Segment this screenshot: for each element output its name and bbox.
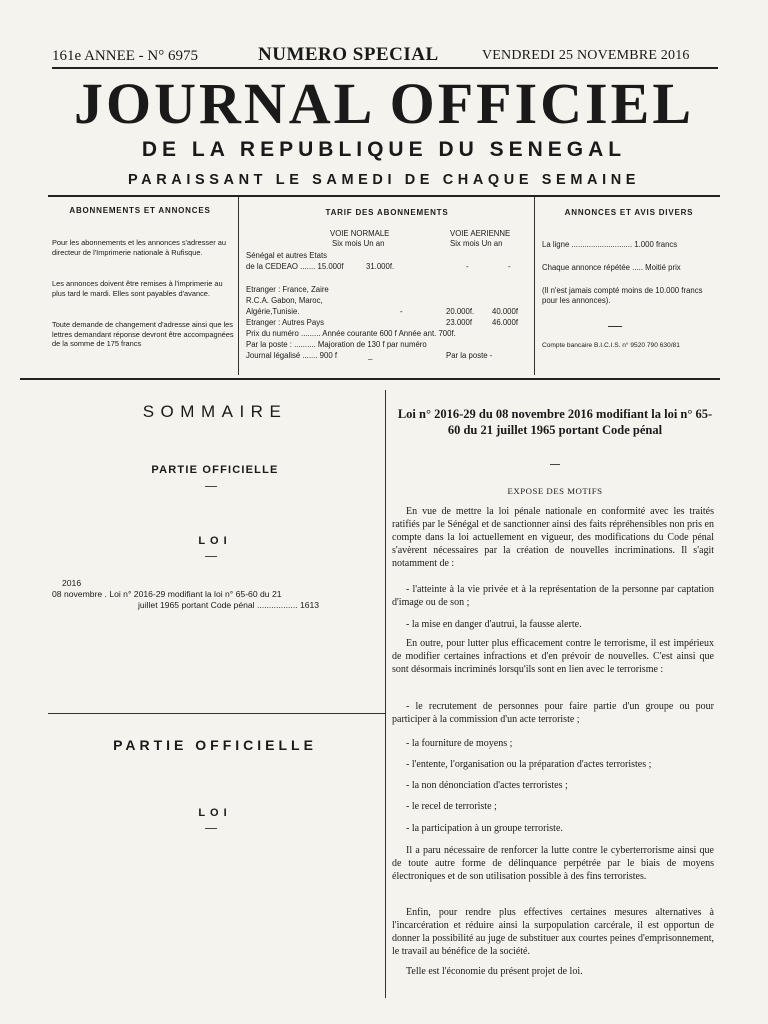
annonces-line-price: La ligne ............................ 1.000 francs: [542, 240, 678, 249]
info-box-divider-left: [238, 197, 239, 375]
tarif-voie-aerienne-periods: Six mois Un an: [450, 239, 503, 248]
tarif-row-etranger-normal: -: [400, 307, 403, 316]
partie-officielle-loi-dash: [205, 828, 217, 829]
tarif-row-prix-numero: Prix du numéro ......... Année courante 600 f Année ant. 700f.: [246, 329, 456, 338]
abonnements-heading: ABONNEMENTS ET ANNONCES: [69, 206, 211, 215]
article-paragraph: - l'atteinte à la vie privée et à la représentation de la personne par captation d'image ou de son ;: [392, 584, 714, 608]
sommaire-entry-line[interactable]: 08 novembre . Loi n° 2016-29 modifiant la loi n° 65-60 du 21: [52, 589, 282, 599]
header-rule: [52, 67, 718, 69]
article-paragraph: Il a paru nécessaire de renforcer la lutte contre le cyberterrorisme ainsi que de toute autre forme de délinquance perpétrée par le biais de moyens électroniques et de son utilisation possible à des fins terroristes.: [392, 845, 714, 882]
law-title: Loi n° 2016-29 du 08 novembre 2016 modifiant la loi n° 65-60 du 21 juillet 1965 portant Code pénal: [397, 407, 713, 437]
tarif-voie-aerienne: VOIE AERIENNE: [450, 229, 511, 238]
tarif-heading: TARIF DES ABONNEMENTS: [325, 208, 449, 217]
sommaire-partie-officielle: PARTIE OFFICIELLE: [151, 464, 279, 476]
tarif-voie-normale-periods: Six mois Un an: [332, 239, 385, 248]
expose-des-motifs-heading: EXPOSE DES MOTIFS: [507, 486, 603, 496]
tarif-row-cedeao-air-six: -: [466, 262, 469, 271]
sommaire-loi-dash: [205, 556, 217, 557]
tarif-row-cedeao: de la CEDEAO ....... 15.000f: [246, 262, 344, 271]
article-paragraph: - la participation à un groupe terroriste.: [406, 823, 563, 834]
tarif-row-autres-pays-six: 23.000f: [446, 318, 473, 327]
partie-officielle-title: PARTIE OFFICIELLE: [113, 737, 317, 753]
issue-date: VENDREDI 25 NOVEMBRE 2016: [482, 48, 690, 63]
article-paragraph: Enfin, pour rendre plus effectives certaines mesures alternatives à l'incarcération et réduire ainsi la surpopulation carcérale, il est opportun de donner la possibilité au juge de substituer aux courtes peines d'emprisonnement, le travail au bénéfice de la société.: [392, 907, 714, 957]
tarif-row-autres-pays: Etranger : Autres Pays: [246, 318, 325, 327]
article-paragraph: En outre, pour lutter plus efficacement contre le terrorisme, il est impérieux de modifier certaines infractions et d'en prévoir de nouvelles. C'est ainsi que sont désormais incriminés lorsqu'ils sont en lien avec le terrorisme :: [392, 638, 714, 675]
info-box-divider-right: [534, 197, 535, 375]
tarif-row-cedeao-year: 31.000f.: [366, 262, 395, 271]
info-box-top-rule: [48, 195, 720, 197]
annonces-line-repeat: Chaque annonce répétée ..... Moitié prix: [542, 263, 681, 272]
masthead-title: JOURNAL OFFICIEL: [73, 71, 694, 136]
article-paragraph: En vue de mettre la loi pénale nationale en conformité avec les traités ratifiés par le Sénégal et de sanctionner ainsi des faits répréhensibles non pris en compte dans la loi actuellement en vigueur, des modifications du Code pénal s'avèrent nécessaires par la création de nouvelles incriminations. Il s'agit notamment de :: [392, 506, 714, 569]
tarif-row-senegal-label: Sénégal et autres Etats: [246, 251, 328, 260]
tarif-row-legalise: Journal légalisé ....... 900 f: [246, 351, 338, 360]
tarif-row-poste: Par la poste : .......... Majoration de 130 f par numéro: [246, 340, 427, 349]
sommaire-entry-line-2[interactable]: juillet 1965 portant Code pénal ................. 1613: [138, 600, 320, 610]
article-paragraph: - l'entente, l'organisation ou la préparation d'actes terroristes ;: [406, 759, 652, 770]
article-paragraph: - le recel de terroriste ;: [406, 801, 497, 812]
left-column-rule: [48, 713, 385, 714]
partie-officielle-loi-heading: LOI: [198, 807, 232, 819]
masthead-subtitle: DE LA REPUBLIQUE DU SENEGAL: [141, 138, 627, 161]
tarif-row-etranger-label-2: R.C.A. Gabon, Maroc,: [246, 296, 323, 305]
annonces-heading: ANNONCES ET AVIS DIVERS: [564, 208, 694, 217]
tarif-voie-normale: VOIE NORMALE: [330, 229, 390, 238]
sommaire-dash: [205, 486, 217, 487]
abonnements-text-address-change: Toute demande de changement d'adresse ainsi que les lettres demandant réponse devront être accompagnées de la somme de 175 francs: [52, 320, 234, 349]
tarif-row-legalise-poste: Par la poste -: [446, 351, 493, 360]
article-paragraph: - la fourniture de moyens ;: [406, 738, 513, 749]
sommaire-loi-heading: LOI: [198, 535, 232, 547]
tarif-row-autres-pays-year: 46.000f: [492, 318, 519, 327]
article-paragraph: Telle est l'économie du présent projet de loi.: [406, 966, 583, 977]
tarif-row-etranger-label: Etranger : France, Zaire: [246, 285, 329, 294]
tarif-row-etranger-label-3: Algérie,Tunisie.: [246, 307, 300, 316]
annonces-line-minimum: (Il n'est jamais compté moins de 10.000 francs pour les annonces).: [542, 286, 703, 305]
tarif-row-cedeao-air-year: -: [508, 262, 511, 271]
sommaire-title: SOMMAIRE: [142, 402, 288, 421]
abonnements-text-address: Pour les abonnements et les annonces s'adresser au directeur de l'Imprimerie nationale à Rufisque.: [52, 238, 226, 257]
law-title-dash: [550, 464, 560, 465]
special-edition-label: NUMERO SPECIAL: [258, 44, 439, 65]
tarif-row-etranger-air-six: 20.000f.: [446, 307, 475, 316]
sommaire-entry-year: 2016: [62, 578, 82, 588]
column-divider: [385, 390, 386, 998]
article-paragraph: - le recrutement de personnes pour faire partie d'un groupe ou pour participer à la commission d'un acte terroriste ;: [392, 701, 714, 725]
tarif-row-legalise-dash: _: [368, 351, 373, 360]
tarif-row-etranger-air-year: 40.000f: [492, 307, 519, 316]
annonces-separator: [608, 326, 622, 327]
periodicity-line: PARAISSANT LE SAMEDI DE CHAQUE SEMAINE: [127, 172, 641, 188]
issue-number: 161e ANNEE - N° 6975: [52, 48, 198, 64]
article-paragraph: - la non dénonciation d'actes terroristes ;: [406, 780, 568, 791]
info-box-bottom-rule: [20, 378, 720, 380]
abonnements-text-deadline: Les annonces doivent être remises à l'imprimerie au plus tard le mardi. Elles sont payables d'avance.: [52, 279, 223, 298]
annonces-bank-account: Compte bancaire B.I.C.I.S. n° 9520 790 630/81: [542, 342, 680, 349]
article-paragraph: - la mise en danger d'autrui, la fausse alerte.: [406, 619, 582, 630]
